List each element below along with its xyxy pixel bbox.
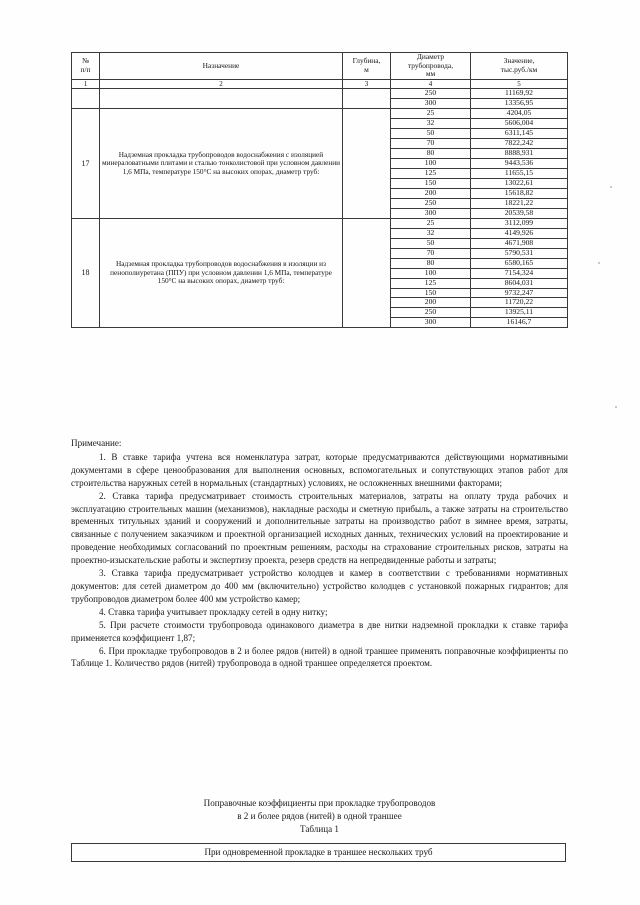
cell-diameter: 50: [391, 238, 471, 248]
cell-value: 4671,908: [471, 238, 568, 248]
row-depth-cell: [343, 109, 391, 218]
cell-diameter: 150: [391, 179, 471, 189]
cell-diameter: 300: [391, 99, 471, 109]
cell-diameter: 300: [391, 208, 471, 218]
table-row: [72, 89, 568, 99]
cell-value: 5606,004: [471, 119, 568, 129]
header-no-line1: №: [81, 56, 90, 66]
cell-diameter: 32: [391, 228, 471, 238]
rate-table-container: [71, 52, 567, 328]
note-item: 2. Ставка тарифа предусматривает стоимость строительных материалов, затраты на оплату труда рабочих и эксплуатацию строительных машин (механизмов), накладные расходы и сметную прибыль, а также затраты на строительство временных титульных зданий и сооружений и дополнительные затраты на производство работ в зимнее время, затраты, связанные с получением заказчиком и проектной организацией исходных данных, технических условий на проектирование и проведение необходимых согласований по проектным решениям, расходы на страхование строительных рисков, затраты на проектно-изыскательские работы и экспертизу проекта, резерв средств на непредвиденные работы и затраты;: [71, 490, 568, 566]
cell-value: 6311,145: [471, 129, 568, 139]
cell-diameter: 150: [391, 288, 471, 298]
cell-value: 8604,031: [471, 278, 568, 288]
table-row: [72, 109, 568, 119]
cell-diameter: 125: [391, 169, 471, 179]
scan-speck: [615, 406, 617, 408]
header-cell-name: Назначение: [100, 53, 343, 80]
cell-diameter: 200: [391, 188, 471, 198]
cell-value: 8888,931: [471, 149, 568, 159]
cell-diameter: 25: [391, 218, 471, 228]
cell-value: 11655,15: [471, 169, 568, 179]
cell-diameter: 70: [391, 139, 471, 149]
cell-value: 13356,95: [471, 99, 568, 109]
cell-diameter: 70: [391, 248, 471, 258]
cell-value: 18221,22: [471, 198, 568, 208]
column-number-2: 2: [100, 80, 343, 89]
header-diameter-line1: Диаметр: [416, 52, 445, 61]
header-depth-line1: Глубина,: [352, 56, 381, 66]
header-no-line2: п/п: [80, 65, 91, 75]
cell-diameter: 200: [391, 298, 471, 308]
cell-diameter: 300: [391, 318, 471, 328]
cell-value: 11720,22: [471, 298, 568, 308]
table-row: [72, 218, 568, 228]
header-diameter-line3: мм: [425, 69, 436, 79]
row-depth-cell: [343, 218, 391, 327]
row-description-cell: Надземная прокладка трубопроводов водоснабжения в изоляции из пенополиуретана (ППУ) при условном давлении 1,6 МПа, температуре 150°С на высоких опорах, диаметр труб:: [100, 218, 343, 327]
table1-number-label: Таблица 1: [300, 824, 339, 835]
note-item: 4. Ставка тарифа учитывает прокладку сетей в одну нитку;: [99, 606, 328, 617]
row-number-cell: [72, 89, 100, 109]
cell-diameter: 100: [391, 159, 471, 169]
row-description-cell: Надземная прокладка трубопроводов водоснабжения с изоляцией минераловатными плитами и сталью тонколистовой при условном давлении 1,6 МПа, температуре 150°С на высоких опорах, диаметр труб:: [100, 109, 343, 218]
notes-title: Примечание:: [71, 438, 122, 448]
cell-value: 4204,05: [471, 109, 568, 119]
cell-value: 4149,926: [471, 228, 568, 238]
cell-diameter: 250: [391, 308, 471, 318]
cell-value: 20539,58: [471, 208, 568, 218]
scan-speck: [598, 262, 600, 264]
header-cell-value: [471, 53, 568, 80]
cell-diameter: 100: [391, 268, 471, 278]
table-header-row: [72, 53, 568, 80]
header-cell-diameter: [391, 53, 471, 80]
cell-diameter: 80: [391, 149, 471, 159]
column-number-1: 1: [72, 80, 100, 89]
row-number-cell: 17: [72, 109, 100, 218]
cell-value: 9732,247: [471, 288, 568, 298]
note-item: 3. Ставка тарифа предусматривает устройство колодцев и камер в соответствии с требованиями нормативных документов: для сетей диаметром до 400 мм (включительно) устройство колодцев с установкой пожарных гидрантов; для трубопроводов диаметром более 400 мм устройство камер;: [71, 568, 568, 604]
notes-section: [71, 437, 568, 670]
row-depth-cell: [343, 89, 391, 109]
note-item: 1. В ставке тарифа учтена вся номенклатура затрат, которые предусматриваются действующими нормативными документами в сфере ценообразования для выполнения основных, вспомогательных и сопутствующих этапов работ для строительства наружных сетей в нормальных (стандартных) условиях, не осложненных внешними факторами;: [71, 451, 568, 488]
header-value-line1: Значение,: [503, 56, 535, 66]
cell-diameter: 32: [391, 119, 471, 129]
cell-value: 9443,536: [471, 159, 568, 169]
rate-table-head: [72, 53, 568, 89]
cell-value: 13925,11: [471, 308, 568, 318]
cell-diameter: 250: [391, 198, 471, 208]
cell-value: 16146,7: [471, 318, 568, 328]
cell-value: 15618,82: [471, 188, 568, 198]
column-number-3: 3: [343, 80, 391, 89]
row-description-cell: [100, 89, 343, 109]
header-cell-no: [72, 53, 100, 80]
column-number-5: 5: [471, 80, 568, 89]
header-diameter-line2: трубопровода,: [407, 60, 454, 70]
rate-table-body: [72, 89, 568, 328]
header-value-line2: тыс.руб./км: [500, 65, 538, 75]
cell-value: 6580,165: [471, 258, 568, 268]
column-number-4: 4: [391, 80, 471, 89]
table1-caption-line2: в 2 и более рядов (нитей) в одной траншее: [237, 811, 402, 822]
table1-header-row: При одновременной прокладке в траншее нескольких труб: [71, 843, 566, 862]
rate-table: [71, 52, 568, 328]
header-depth-line2: м: [364, 65, 369, 75]
table1-caption-line1: Поправочные коэффициенты при прокладке трубопроводов: [203, 798, 436, 808]
table1-caption-block: [71, 797, 568, 837]
scan-speck: [610, 186, 612, 188]
cell-value: 3112,099: [471, 218, 568, 228]
cell-diameter: 250: [391, 89, 471, 99]
notes-list: [71, 451, 568, 670]
table-column-number-row: [72, 80, 568, 89]
cell-diameter: 80: [391, 258, 471, 268]
cell-diameter: 125: [391, 278, 471, 288]
note-item: 5. При расчете стоимости трубопровода одинакового диаметра в две нитки надземной прокладки к ставке тарифа применяется коэффициент 1,87;: [71, 619, 568, 643]
cell-value: 13022,61: [471, 179, 568, 189]
cell-value: 11169,92: [471, 89, 568, 99]
cell-value: 7822,242: [471, 139, 568, 149]
cell-diameter: 25: [391, 109, 471, 119]
cell-value: 5790,531: [471, 248, 568, 258]
note-item: 6. При прокладке трубопроводов в 2 и более рядов (нитей) в одной траншее применять поправочные коэффициенты по Таблице 1. Количество рядов (нитей) трубопровода в одной траншее определяется проектом.: [71, 645, 568, 669]
header-cell-depth: [343, 53, 391, 80]
cell-diameter: 50: [391, 129, 471, 139]
row-number-cell: 18: [72, 218, 100, 327]
cell-value: 7154,324: [471, 268, 568, 278]
